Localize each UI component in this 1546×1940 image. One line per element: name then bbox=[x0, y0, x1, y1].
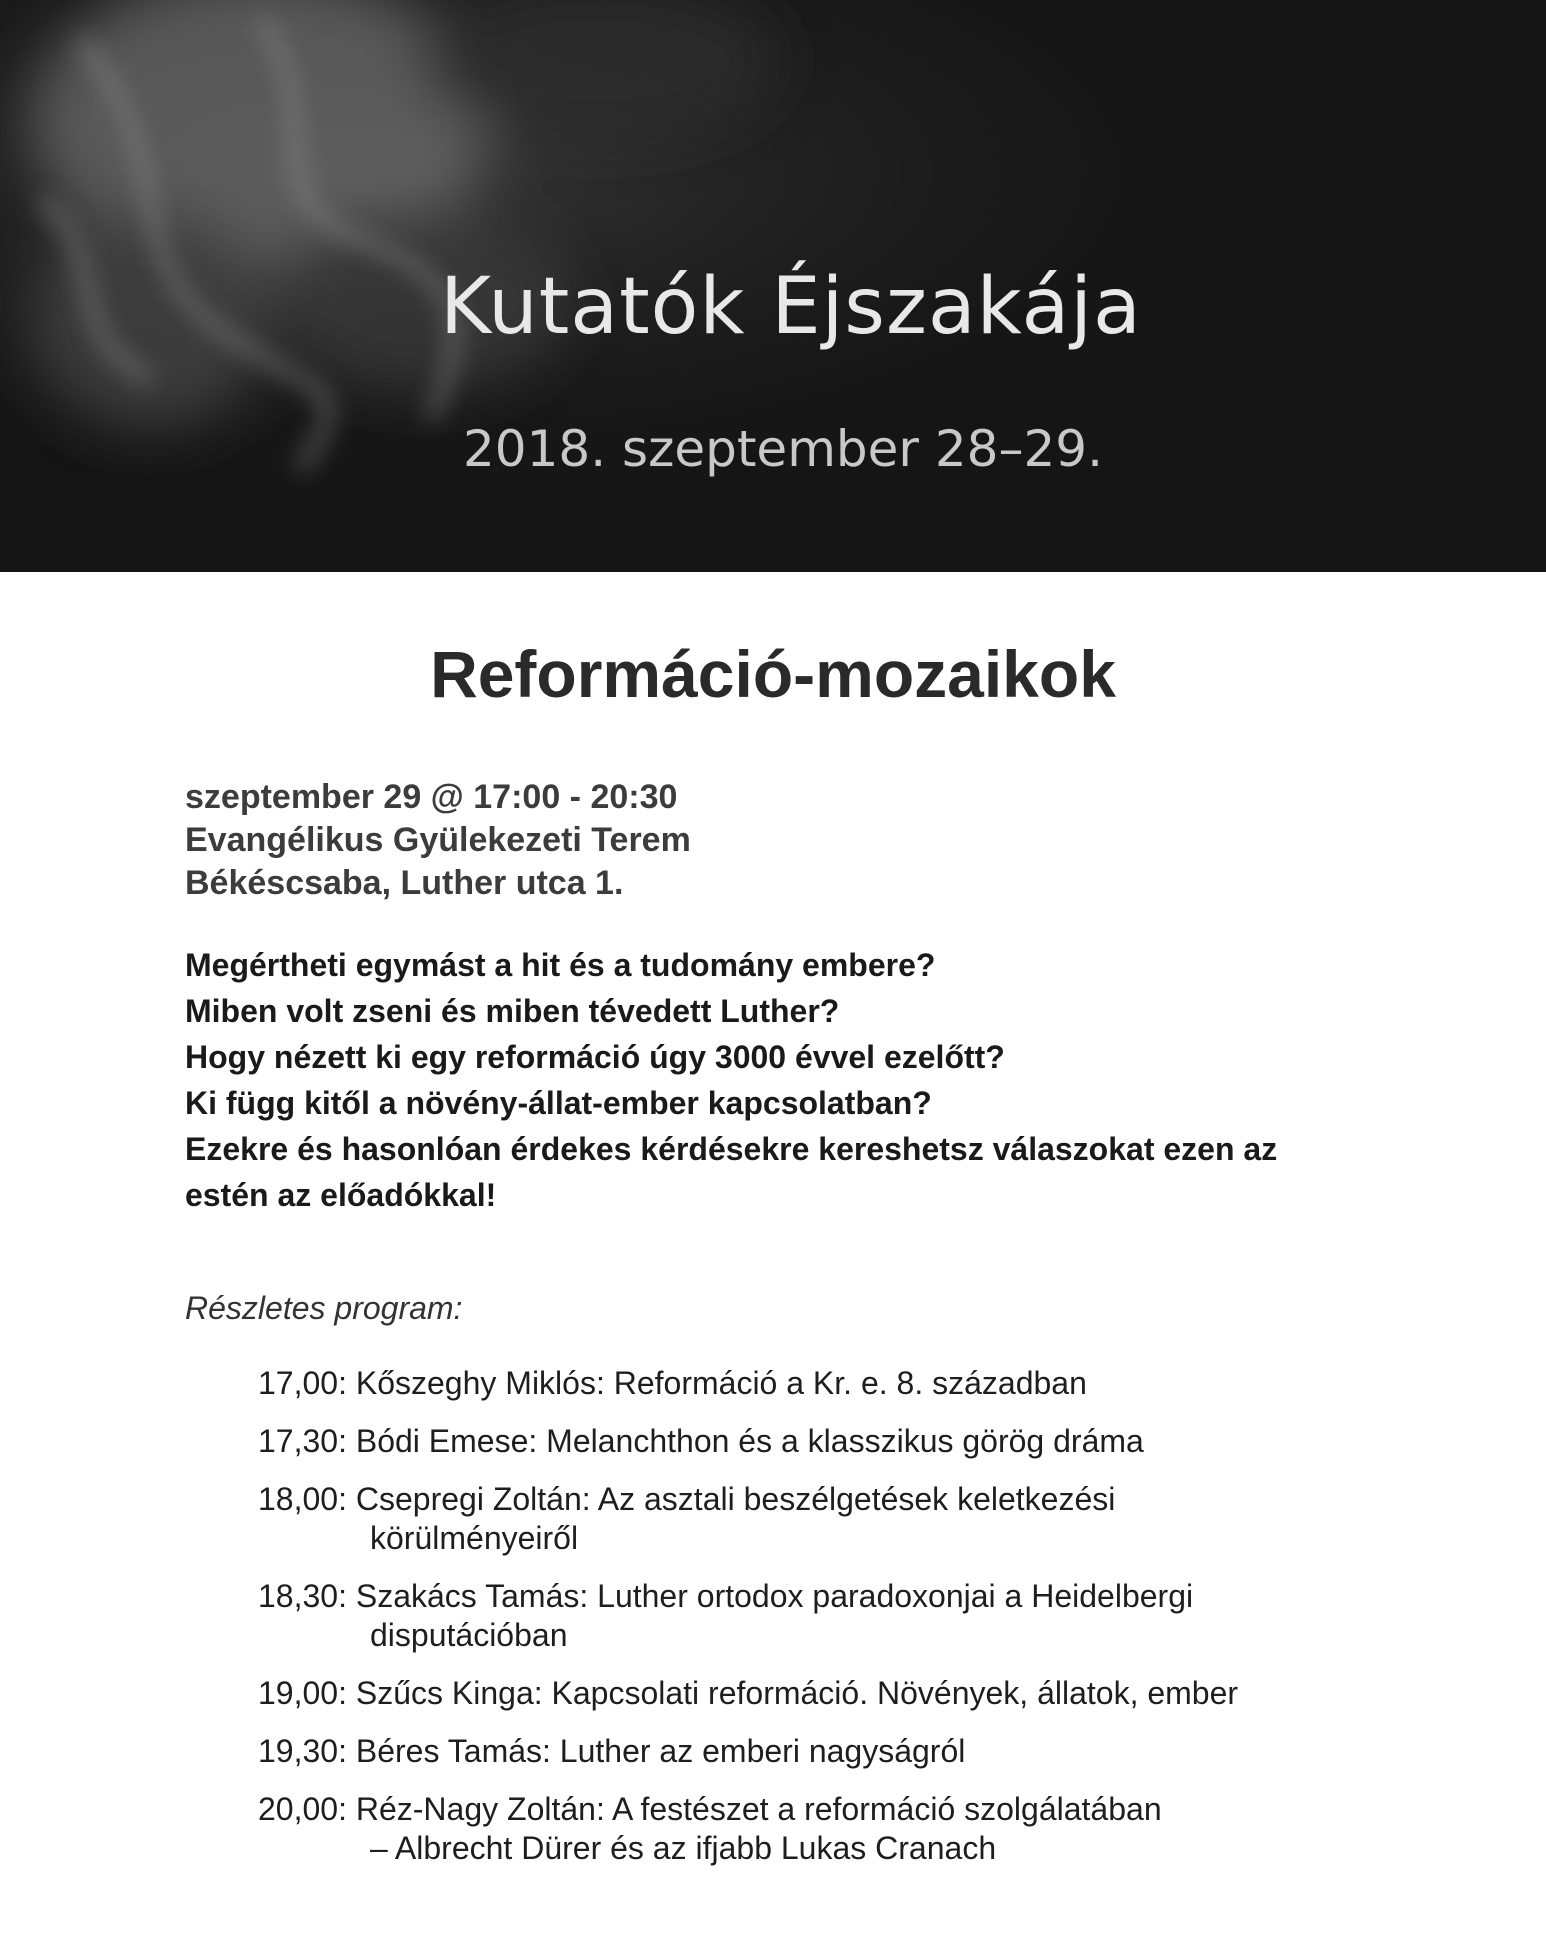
program-item-text: 20,00: Réz-Nagy Zoltán: A festészet a reformáció szolgálatában bbox=[258, 1791, 1162, 1827]
question-line: Ki függ kitől a növény-állat-ember kapcsolatban? bbox=[185, 1085, 932, 1121]
event-title: Reformáció-mozaikok bbox=[430, 637, 1116, 711]
question-line: estén az előadókkal! bbox=[185, 1177, 497, 1213]
event-description bbox=[185, 942, 1365, 1218]
program-item bbox=[258, 1674, 1498, 1713]
program-item bbox=[258, 1577, 1498, 1655]
program-item-continuation: disputációban bbox=[370, 1617, 568, 1653]
question-line: Hogy nézett ki egy reformáció úgy 3000 évvel ezelőtt? bbox=[185, 1039, 1005, 1075]
event-datetime: szeptember 29 @ 17:00 - 20:30 bbox=[185, 778, 678, 816]
header-banner bbox=[0, 0, 1546, 572]
program-item-text: 17,30: Bódi Emese: Melanchthon és a klasszikus görög dráma bbox=[258, 1423, 1144, 1459]
question-line: Miben volt zseni és miben tévedett Luther? bbox=[185, 993, 840, 1029]
question-line: Ezekre és hasonlóan érdekes kérdésekre kereshetsz válaszokat ezen az bbox=[185, 1131, 1278, 1167]
program-item bbox=[258, 1480, 1498, 1558]
program-item-text: 17,00: Kőszeghy Miklós: Reformáció a Kr. e. 8. században bbox=[258, 1365, 1087, 1401]
banner-date: 2018. szeptember 28–29. bbox=[463, 420, 1103, 478]
event-address: Békéscsaba, Luther utca 1. bbox=[185, 864, 624, 902]
program-item bbox=[258, 1790, 1498, 1868]
event-info bbox=[185, 776, 691, 905]
program-item-text: 19,30: Béres Tamás: Luther az emberi nagyságról bbox=[258, 1733, 966, 1769]
event-venue: Evangélikus Gyülekezeti Terem bbox=[185, 821, 691, 859]
program-list bbox=[258, 1364, 1498, 1887]
program-heading: Részletes program: bbox=[185, 1290, 463, 1326]
program-item-text: 18,30: Szakács Tamás: Luther ortodox paradoxonjai a Heidelbergi bbox=[258, 1578, 1194, 1614]
question-line: Megértheti egymást a hit és a tudomány embere? bbox=[185, 947, 936, 983]
program-item-continuation: – Albrecht Dürer és az ifjabb Lukas Cranach bbox=[370, 1830, 997, 1866]
banner-title: Kutatók Éjszakája bbox=[440, 262, 1142, 352]
program-item-text: 19,00: Szűcs Kinga: Kapcsolati reformáció. Növények, állatok, ember bbox=[258, 1675, 1239, 1711]
program-item-continuation: körülményeiről bbox=[370, 1520, 579, 1556]
program-item bbox=[258, 1422, 1498, 1461]
program-item bbox=[258, 1364, 1498, 1403]
program-item-text: 18,00: Csepregi Zoltán: Az asztali beszélgetések keletkezési bbox=[258, 1481, 1116, 1517]
program-item bbox=[258, 1732, 1498, 1771]
